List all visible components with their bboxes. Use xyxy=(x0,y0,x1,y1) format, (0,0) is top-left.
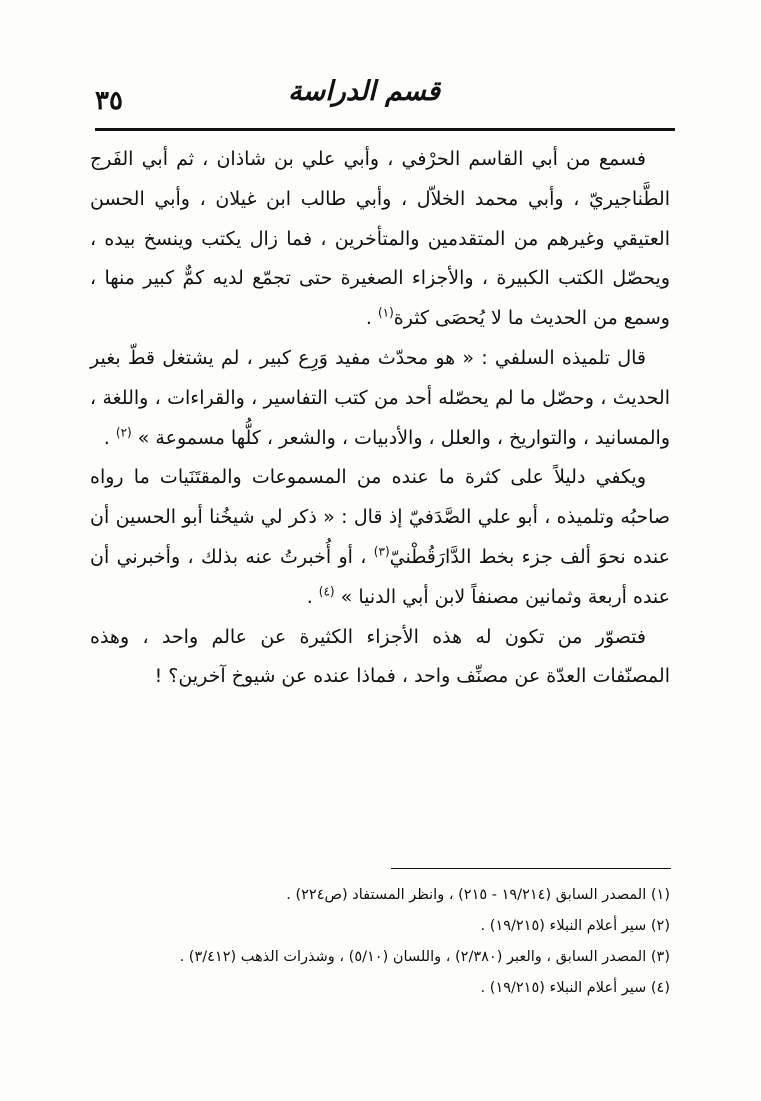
page-header xyxy=(95,70,675,130)
body-text xyxy=(90,140,670,697)
running-head: قسم الدراسة xyxy=(288,76,440,107)
footnote-ref-1: (١) xyxy=(377,305,394,320)
paragraph-4: فتصوّر من تكون له هذه الأجزاء الكثيرة عن عالم واحد ، وهذه المصنّفات العدّة عن مصنِّف واحد ، فماذا عنده عن شيوخ آخرين؟ ! xyxy=(90,625,670,688)
footnote-ref-2: (٢) xyxy=(115,425,132,440)
footnote-3: (٣) المصدر السابق ، والعبر (٢/٣٨٠) ، واللسان (٥/١٠) ، وشذرات الذهب (٣/٤١٢) . xyxy=(179,949,670,965)
page-number: ٣٥ xyxy=(95,86,123,116)
paragraph-1: فسمع من أبي القاسم الحرْفي ، وأبي علي بن شاذان ، ثم أبي الفَرج الطَّناجيريّ ، وأبي محمد الخلاّل ، وأبي طالب ابن غيلان ، وأبي الحسن العتيقي وغيرهم من المتقدمين والمتأخرين ، فما زال يكتب وينسخ بيده ، ويحصّل الكتب الكبيرة ، والأجزاء الصغيرة حتى تجمّع لديه كمٌّ كبير منها ، وسمع من الحديث ما لا يُحصَى كثرة$^{(١)}$ . xyxy=(90,148,670,330)
footnote-1: (١) المصدر السابق (١٩/٢١٤ - ٢١٥) ، وانظر المستفاد (ص٢٢٤) . xyxy=(286,887,670,903)
footnote-ref-4: (٤) xyxy=(318,584,335,599)
footnote-4: (٤) سير أعلام النبلاء (١٩/٢١٥) . xyxy=(480,980,670,996)
paragraph-3: ويكفي دليلاً على كثرة ما عنده من المسموعات والمقتَنَيات ما رواه صاحبُه وتلميذه ، أبو علي الصَّدَفيّ إذ قال : « ذكر لي شيخُنا أبو الحسين أن عنده نحوَ ألف جزء بخط الدَّارَقُطْنيّ$^{(٣)}$ ، أو أُخبرتُ عنه بذلك ، وأخبرني أن عنده أربعة وثمانين مصنفاً لابن أبي الدنيا » $^{(٤)}$ . xyxy=(90,466,670,608)
footnote-2: (٢) سير أعلام النبلاء (١٩/٢١٥) . xyxy=(480,918,670,934)
header-rule xyxy=(95,128,675,131)
footnote-ref-3: (٣) xyxy=(373,544,390,559)
paragraph-2: قال تلميذه السلفي : « هو محدّث مفيد وَرِع كبير ، لم يشتغل قطّ بغير الحديث ، وحصّل ما لم يحصّله أحد من كتب التفاسير ، والقراءات ، واللغة ، والمسانيد ، والتواريخ ، والعلل ، والأدبيات ، والشعر ، كلُّها مسموعة » $^{(٢)}$ . xyxy=(90,346,670,449)
footnotes xyxy=(90,880,670,1004)
footnote-separator xyxy=(391,868,671,869)
